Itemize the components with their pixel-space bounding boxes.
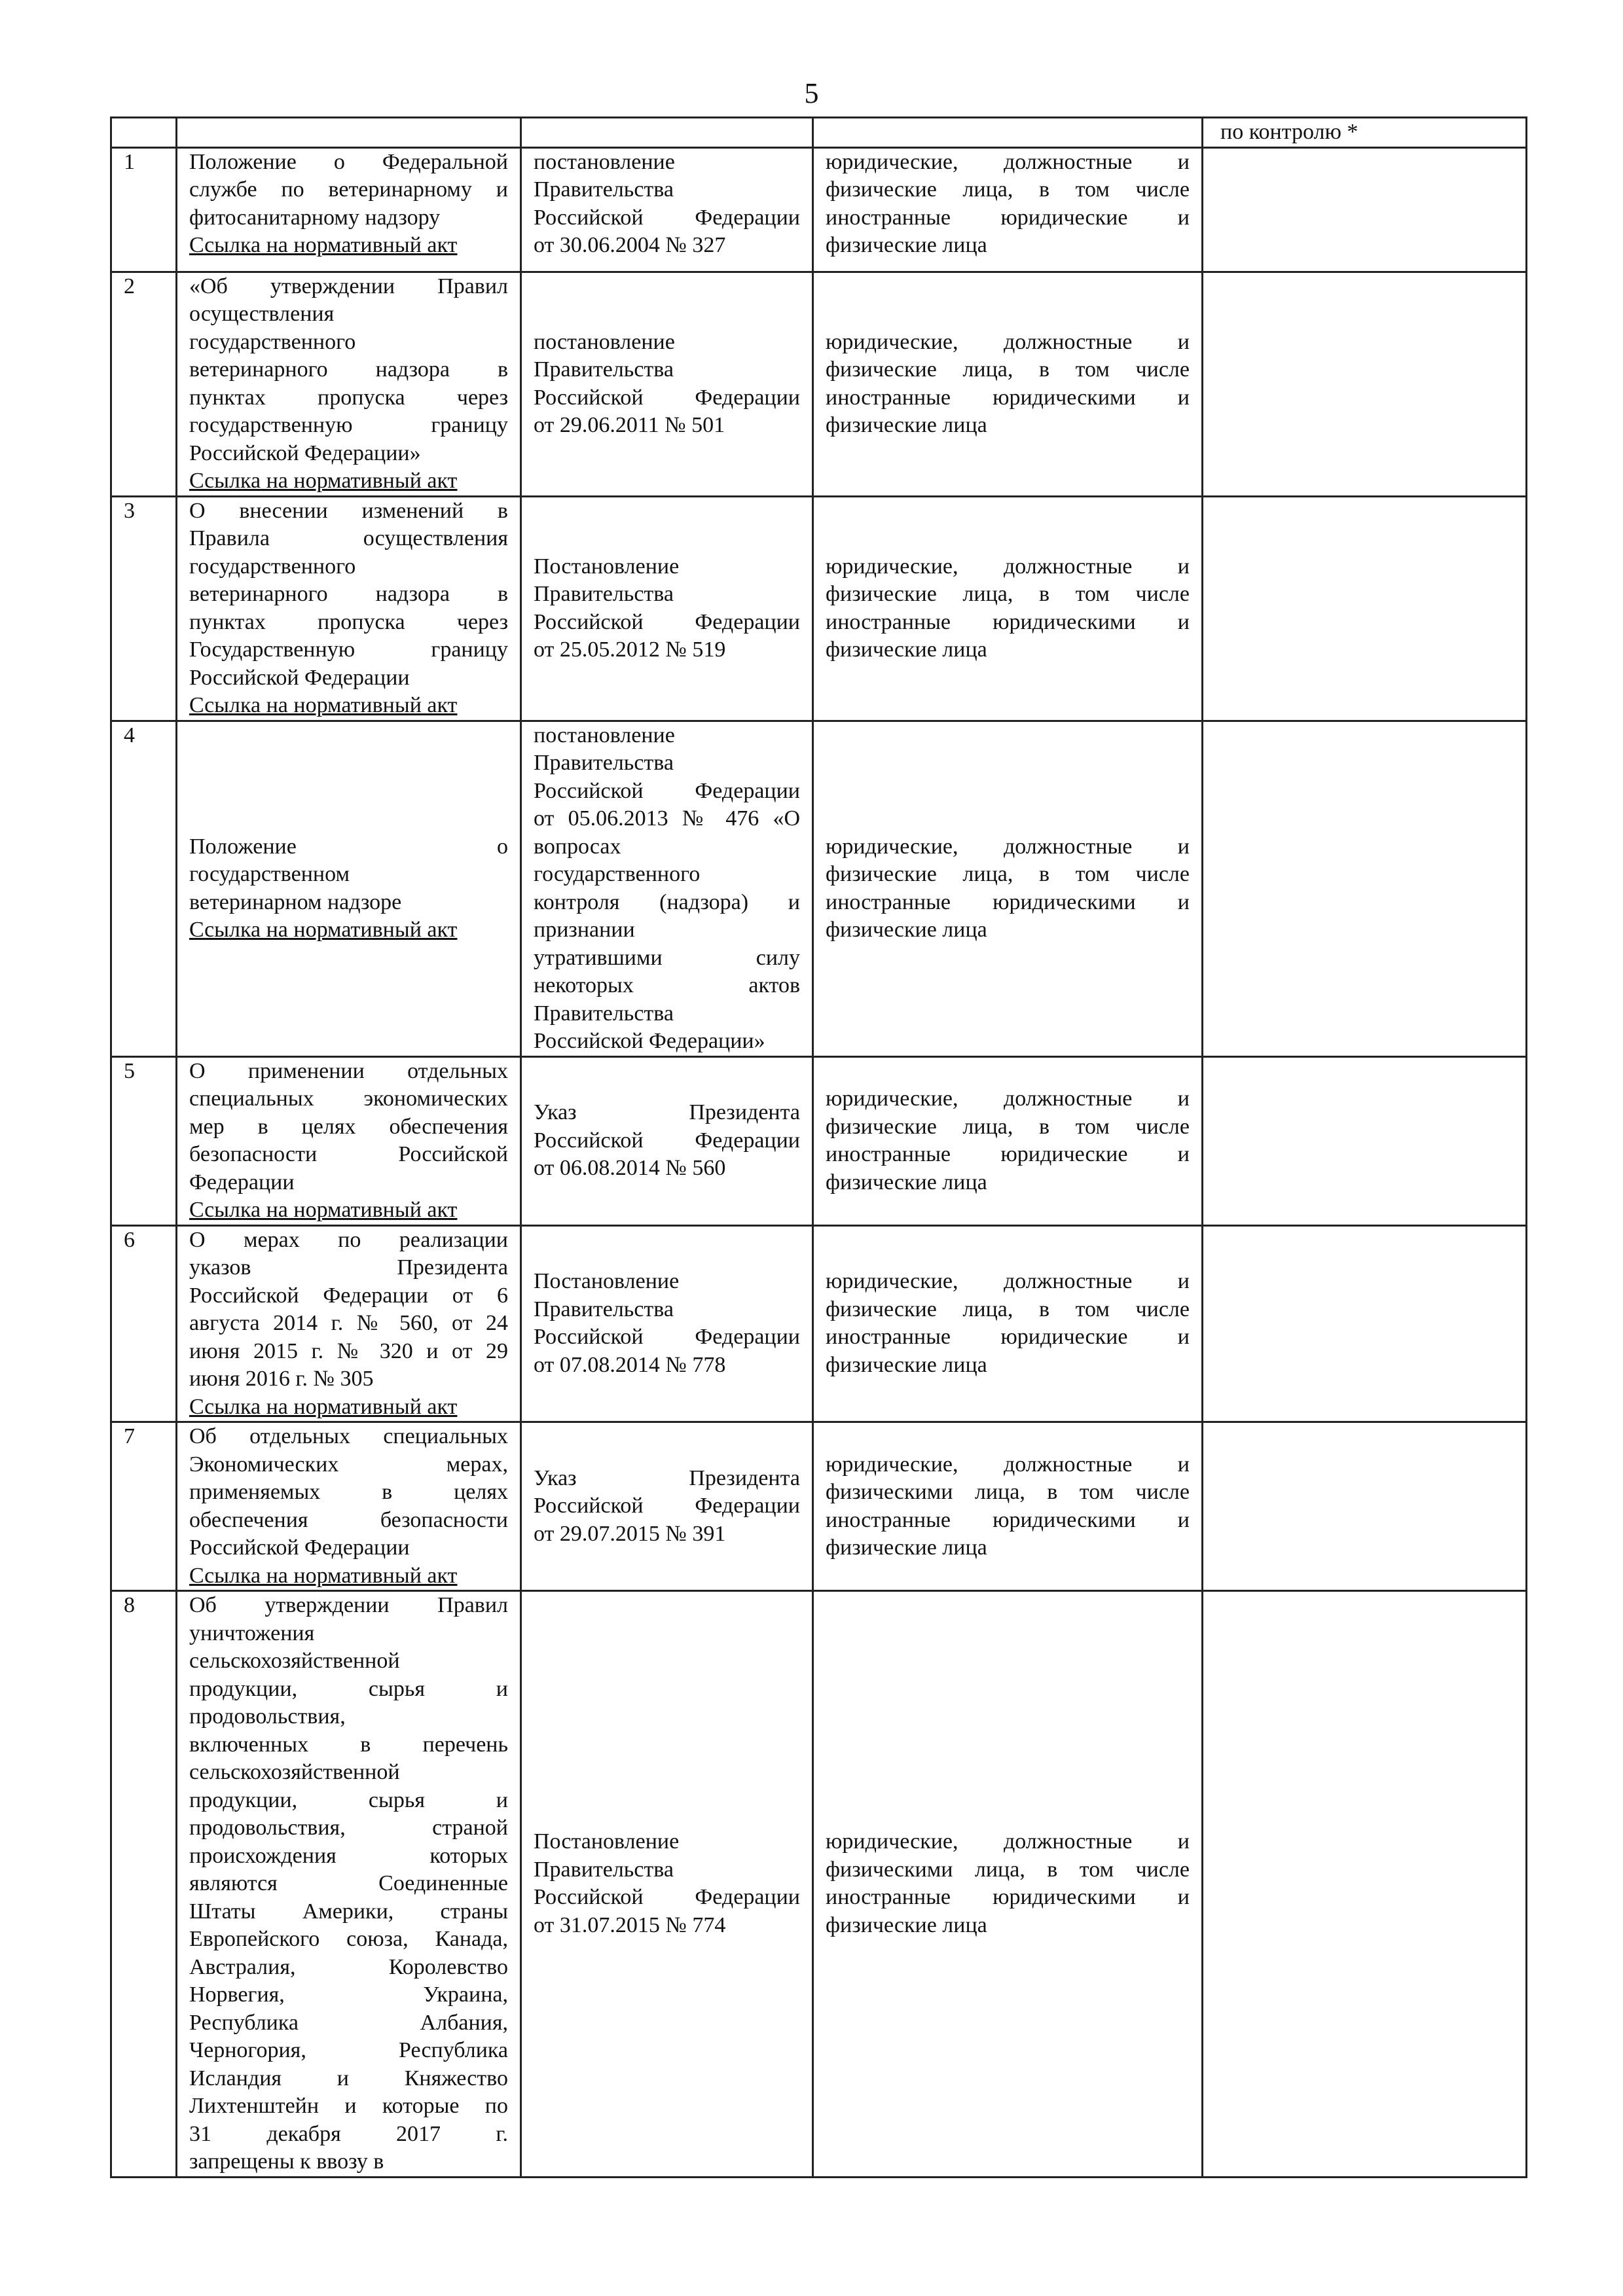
control-cell <box>1203 1591 1527 2178</box>
subjects-cell <box>813 1225 1203 1422</box>
act-reference-cell <box>521 1591 813 2178</box>
act-reference-cell <box>521 1422 813 1591</box>
text-line: физические лица, в том числе <box>826 177 1190 202</box>
text-line: О внесении изменений в <box>189 498 508 523</box>
text-line: физические лица, в том числе <box>826 1297 1190 1321</box>
text-line: от 29.06.2011 № 501 <box>534 413 725 437</box>
text-line: государственного <box>534 862 701 886</box>
text-line: от 30.06.2004 № 327 <box>534 233 726 257</box>
text-line: юридические, должностные и <box>826 1452 1190 1477</box>
text-line: указов Президента <box>189 1255 508 1280</box>
text-line: происхождения которых <box>189 1843 508 1868</box>
text-line: продовольствия, <box>189 1704 346 1729</box>
text-line: от 06.08.2014 № 560 <box>534 1156 726 1181</box>
text-line: Постановление <box>534 554 680 579</box>
text-line: Республика Албания, <box>189 2010 508 2035</box>
subjects-cell <box>813 272 1203 496</box>
normative-act-link[interactable]: Ссылка на нормативный акт <box>189 469 458 493</box>
page-number: 5 <box>804 77 819 109</box>
text-line: Постановление <box>534 1829 680 1854</box>
text-line: Исландия и Княжество <box>189 2066 508 2090</box>
text-line: Российской Федерации <box>189 665 410 690</box>
act-title-cell <box>177 272 521 496</box>
text-line: июня 2016 г. № 305 <box>189 1367 374 1391</box>
table-row <box>111 721 1527 1056</box>
control-cell <box>1203 1225 1527 1422</box>
text-line: Российской Федерации» <box>189 440 421 465</box>
control-cell <box>1203 147 1527 272</box>
text-line: безопасности Российской <box>189 1142 508 1166</box>
normative-act-link[interactable]: Ссылка на нормативный акт <box>189 918 458 942</box>
act-title-cell <box>177 1225 521 1422</box>
subjects-cell <box>813 1591 1203 2178</box>
text-line: ветеринарном надзоре <box>189 889 402 914</box>
table-row <box>111 1422 1527 1591</box>
control-cell <box>1203 496 1527 721</box>
text-line: физические лица, в том числе <box>826 862 1190 886</box>
text-line: Российской Федерации <box>534 1128 800 1153</box>
text-line: Правительства <box>534 751 674 775</box>
text-line: Постановление <box>534 1269 680 1294</box>
text-line: Правила осуществления <box>189 526 508 550</box>
text-line: физическими лица, в том числе <box>826 1857 1190 1882</box>
text-line: продовольствия, страной <box>189 1816 508 1840</box>
control-cell <box>1203 721 1527 1056</box>
text-line: июня 2015 г. № 320 и от 29 <box>189 1338 508 1363</box>
text-line: иностранные юридическими и <box>826 1885 1190 1910</box>
act-reference-cell <box>521 1056 813 1225</box>
text-line: Штаты Америки, страны <box>189 1899 508 1924</box>
text-line: осуществления <box>189 302 335 326</box>
control-cell <box>1203 1422 1527 1591</box>
control-note: по контролю * <box>1220 120 1359 144</box>
text-line: признании <box>534 918 635 942</box>
regulatory-acts-table <box>110 117 1527 2178</box>
row-number: 8 <box>111 1591 177 2178</box>
text-line: контроля (надзора) и <box>534 889 800 914</box>
text-line: утратившими силу <box>534 945 800 970</box>
text-line: О применении отдельных <box>189 1058 508 1083</box>
text-line: иностранные юридические и <box>826 1142 1190 1166</box>
text-line: являются Соединенные <box>189 1871 508 1895</box>
table-row <box>111 147 1527 272</box>
text-line: Черногория, Республика <box>189 2038 508 2062</box>
text-line: 31 декабря 2017 г. <box>189 2121 508 2146</box>
text-line: Российской Федерации <box>189 1535 410 1560</box>
act-title-cell <box>177 496 521 721</box>
text-line: сельскохозяйственной <box>189 1649 400 1673</box>
text-line: постановление <box>534 329 675 354</box>
table-row <box>111 272 1527 496</box>
text-line: Правительства <box>534 1001 674 1026</box>
text-line: Экономических мерах, <box>189 1452 508 1477</box>
text-line: иностранные юридические и <box>826 1325 1190 1350</box>
text-line: специальных экономических <box>189 1086 508 1111</box>
text-line: Российской Федерации <box>534 1325 800 1350</box>
table-row <box>111 1056 1527 1225</box>
act-reference-cell <box>521 721 813 1056</box>
text-line: Правительства <box>534 357 674 382</box>
header-cell-num <box>111 118 177 148</box>
subjects-cell <box>813 1056 1203 1225</box>
table-row <box>111 1591 1527 2178</box>
control-cell <box>1203 1056 1527 1225</box>
text-line: иностранные юридическими и <box>826 1507 1190 1532</box>
text-line: вопросах <box>534 834 621 859</box>
text-line: физические лица <box>826 637 987 662</box>
text-line: некоторых актов <box>534 973 800 997</box>
text-line: физическими лица, в том числе <box>826 1480 1190 1504</box>
text-line: Европейского союза, Канада, <box>189 1927 508 1951</box>
table-header-row <box>111 118 1527 148</box>
text-line: применяемых в целях <box>189 1480 508 1504</box>
row-number: 4 <box>111 721 177 1056</box>
text-line: Российской Федерации <box>534 1494 800 1518</box>
text-line: Правительства <box>534 582 674 606</box>
text-line: физические лица, в том числе <box>826 1114 1190 1139</box>
text-line: Лихтенштейн и которые по <box>189 2094 508 2118</box>
act-title-cell <box>177 721 521 1056</box>
row-number: 1 <box>111 147 177 272</box>
text-line: физические лица <box>826 1535 987 1560</box>
text-line: физические лица <box>826 1912 987 1937</box>
text-line: государственную границу <box>189 413 508 437</box>
control-cell <box>1203 272 1527 496</box>
text-line: службе по ветеринарному и <box>189 177 508 202</box>
text-line: Об утверждении Правил <box>189 1593 508 1617</box>
text-line: от 29.07.2015 № 391 <box>534 1521 726 1546</box>
header-cell-act <box>521 118 813 148</box>
text-line: фитосанитарному надзору <box>189 205 441 230</box>
text-line: физические лица <box>826 1170 987 1194</box>
text-line: иностранные юридическими и <box>826 889 1190 914</box>
text-line: физические лица, в том числе <box>826 357 1190 382</box>
text-line: уничтожения <box>189 1621 315 1645</box>
normative-act-link[interactable]: Ссылка на нормативный акт <box>189 1198 458 1222</box>
text-line: обеспечения безопасности <box>189 1507 508 1532</box>
text-line: Российской Федерации <box>534 205 800 230</box>
text-line: мер в целях обеспечения <box>189 1114 508 1139</box>
text-line: Об отдельных специальных <box>189 1424 508 1448</box>
text-line: иностранные юридические и <box>826 205 1190 230</box>
text-line: августа 2014 г. № 560, от 24 <box>189 1311 508 1335</box>
text-line: пунктах пропуска через <box>189 609 508 634</box>
text-line: О мерах по реализации <box>189 1227 508 1252</box>
text-line: запрещены к ввозу в <box>189 2149 384 2174</box>
text-line: Российской Федерации <box>534 1885 800 1910</box>
act-reference-cell <box>521 496 813 721</box>
act-reference-cell <box>521 147 813 272</box>
act-title-cell <box>177 1591 521 2178</box>
text-line: продукции, сырья и <box>189 1676 508 1701</box>
text-line: от 07.08.2014 № 778 <box>534 1352 726 1377</box>
normative-act-link[interactable]: Ссылка на нормативный акт <box>189 233 458 257</box>
act-title-cell <box>177 147 521 272</box>
row-number: 5 <box>111 1056 177 1225</box>
text-line: ветеринарного надзора в <box>189 582 508 606</box>
text-line: включенных в перечень <box>189 1732 508 1757</box>
text-line: Положение о Федеральной <box>189 149 508 174</box>
text-line: Австралия, Королевство <box>189 1954 508 1979</box>
act-reference-cell <box>521 1225 813 1422</box>
text-line: Российской Федерации от 6 <box>189 1283 508 1308</box>
text-line: Указ Президента <box>534 1100 800 1125</box>
row-number: 7 <box>111 1422 177 1591</box>
text-line: физические лица <box>826 1352 987 1377</box>
text-line: от 31.07.2015 № 774 <box>534 1912 726 1937</box>
text-line: физические лица <box>826 233 987 257</box>
text-line: физические лица <box>826 413 987 437</box>
text-line: иностранные юридическими и <box>826 609 1190 634</box>
row-number: 2 <box>111 272 177 496</box>
act-reference-cell <box>521 272 813 496</box>
text-line: Российской Федерации <box>534 385 800 410</box>
text-line: Указ Президента <box>534 1465 800 1490</box>
header-cell-subjects <box>813 118 1203 148</box>
text-line: Российской Федерации» <box>534 1029 765 1053</box>
text-line: Правительства <box>534 1857 674 1882</box>
text-line: Федерации <box>189 1170 295 1194</box>
text-line: иностранные юридическими и <box>826 385 1190 410</box>
text-line: юридические, должностные и <box>826 1086 1190 1111</box>
header-cell-title <box>177 118 521 148</box>
text-line: Правительства <box>534 177 674 202</box>
normative-act-link[interactable]: Ссылка на нормативный акт <box>189 693 458 717</box>
text-line: пунктах пропуска через <box>189 385 508 410</box>
act-title-cell <box>177 1422 521 1591</box>
text-line: государственного <box>189 329 356 354</box>
text-line: государственного <box>189 554 356 579</box>
normative-act-link[interactable]: Ссылка на нормативный акт <box>189 1394 458 1419</box>
subjects-cell <box>813 147 1203 272</box>
text-line: юридические, должностные и <box>826 149 1190 174</box>
row-number: 6 <box>111 1225 177 1422</box>
text-line: сельскохозяйственной <box>189 1760 400 1784</box>
text-line: Государственную границу <box>189 637 508 662</box>
header-cell-control <box>1203 118 1527 148</box>
subjects-cell <box>813 721 1203 1056</box>
text-line: ветеринарного надзора в <box>189 357 508 382</box>
text-line: «Об утверждении Правил <box>189 274 508 298</box>
text-line: юридические, должностные и <box>826 329 1190 354</box>
subjects-cell <box>813 1422 1203 1591</box>
text-line: физические лица <box>826 918 987 942</box>
text-line: от 25.05.2012 № 519 <box>534 637 726 662</box>
act-title-cell <box>177 1056 521 1225</box>
text-line: Российской Федерации <box>534 778 800 803</box>
row-number: 3 <box>111 496 177 721</box>
text-line: государственном <box>189 862 350 886</box>
text-line: продукции, сырья и <box>189 1787 508 1812</box>
subjects-cell <box>813 496 1203 721</box>
text-line: Норвегия, Украина, <box>189 1982 508 2007</box>
text-line: юридические, должностные и <box>826 834 1190 859</box>
table-row <box>111 1225 1527 1422</box>
text-line: постановление <box>534 149 675 174</box>
text-line: от 05.06.2013 № 476 «О <box>534 806 800 831</box>
normative-act-link[interactable]: Ссылка на нормативный акт <box>189 1563 458 1588</box>
text-line: постановление <box>534 723 675 747</box>
text-line: Положение о <box>189 834 508 859</box>
text-line: Правительства <box>534 1297 674 1321</box>
text-line: физические лица, в том числе <box>826 582 1190 606</box>
text-line: юридические, должностные и <box>826 554 1190 579</box>
text-line: юридические, должностные и <box>826 1269 1190 1294</box>
text-line: юридические, должностные и <box>826 1829 1190 1854</box>
table-row <box>111 496 1527 721</box>
text-line: Российской Федерации <box>534 609 800 634</box>
